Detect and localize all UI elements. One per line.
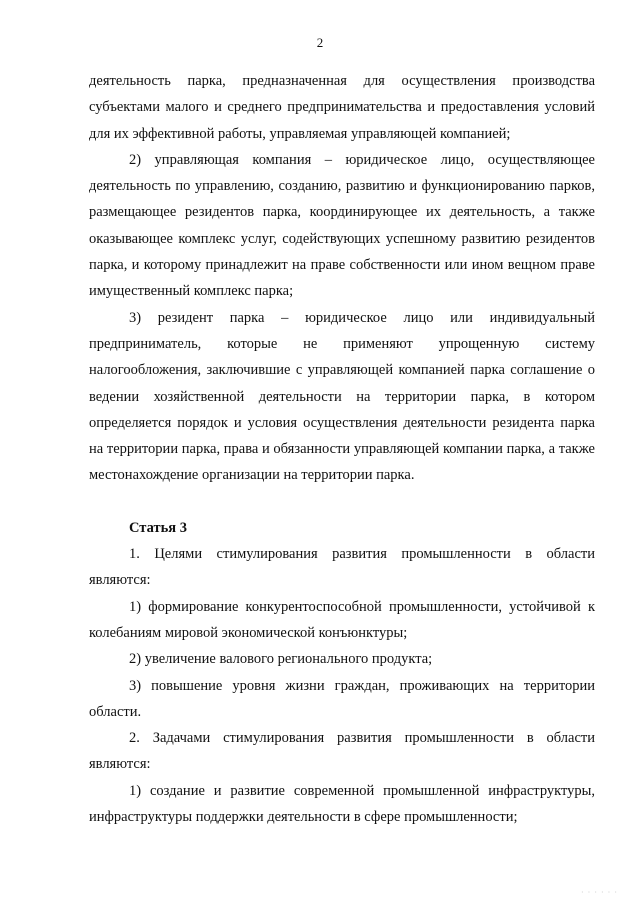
article-goal-item-2: 2) увеличение валового регионального продукта; (129, 651, 433, 668)
article-goal-item-3: 3) повышение уровня жизни граждан, проживающих на территории области. (89, 677, 595, 720)
article-goal-item-1: 1) формирование конкурентоспособной промышленности, устойчивой к колебаниям мировой экономической конъюнктуры; (89, 598, 595, 641)
scan-artifact-mark: · · · · · · (581, 888, 618, 897)
paragraph-park-resident-definition: 3) резидент парка – юридическое лицо или индивидуальный предприниматель, которые не применяют упрощенную систему налогообложения, заключившие с управляющей компанией парка соглашение о ведении хозяйственной деятельности на территории парка, в котором определяется порядок и условия осуществления деятельности резидента парка на территории парка, права и обязанности управляющей компании парка, а также местонахождение организации на территории парка. (89, 309, 595, 484)
article-goals-intro: 1. Целями стимулирования развития промышленности в области являются: (89, 546, 595, 589)
page-number: 2 (316, 35, 324, 50)
paragraph-management-company-definition: 2) управляющая компания – юридическое лицо, осуществляющее деятельность по управлению, созданию, развитию и функционированию парков, размещающее резидентов парка, координирующее их деятельность, а также оказывающее комплекс услуг, содействующих успешному развитию резидентов парка, и которому принадлежит на праве собственности или ином вещном праве имущественный комплекс парка; (89, 151, 595, 300)
article-tasks-intro: 2. Задачами стимулирования развития промышленности в области являются: (89, 730, 595, 773)
article-task-item-1: 1) создание и развитие современной промышленной инфраструктуры, инфраструктуры поддержки деятельности в сфере промышленности; (89, 782, 595, 826)
paragraph-park-definition-continued: деятельность парка, предназначенная для осуществления производства субъектами малого и среднего предпринимательства и предоставления условий для их эффективной работы, управляемая управляющей компанией; (89, 73, 595, 142)
article-heading: Статья 3 (129, 519, 187, 536)
document-body (89, 68, 595, 830)
